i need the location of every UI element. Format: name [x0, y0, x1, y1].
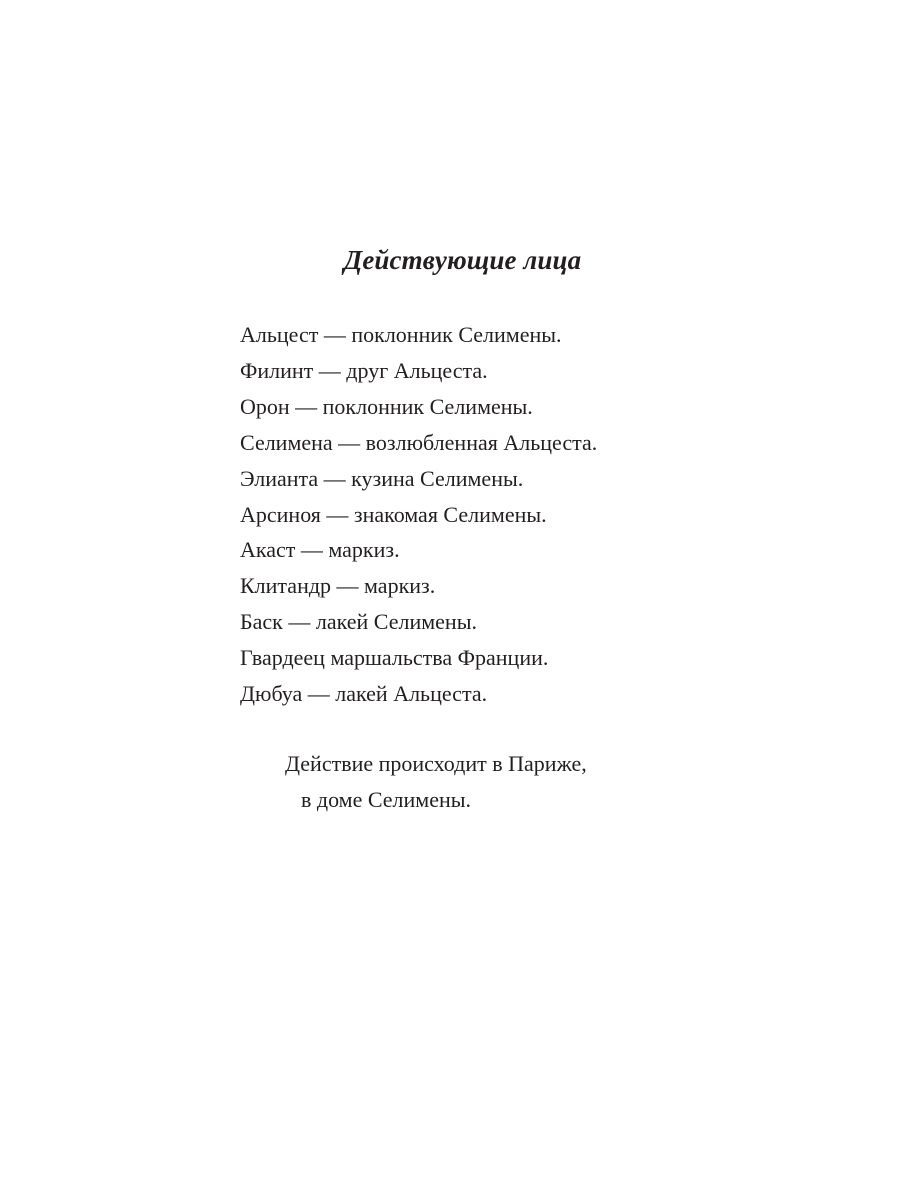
cast-item: Селимена — возлюбленная Альцеста.	[240, 429, 598, 455]
cast-item: Орон — поклонник Селимены.	[240, 393, 533, 419]
cast-item: Акаст — маркиз.	[240, 537, 400, 563]
cast-item: Дюбуа — лакей Альцеста.	[240, 681, 488, 707]
cast-item: Баск — лакей Селимены.	[240, 609, 477, 635]
cast-item: Гвардеец маршальства Франции.	[240, 645, 549, 671]
cast-list	[240, 317, 597, 712]
page-title: Действующие лица	[343, 245, 582, 275]
setting-line: Действие происходит в Париже,	[285, 751, 587, 776]
setting-note	[285, 746, 587, 817]
cast-item: Альцест — поклонник Селимены.	[240, 322, 562, 347]
cast-item: Филинт — друг Альцеста.	[240, 357, 488, 383]
cast-item: Элианта — кузина Селимены.	[240, 465, 524, 491]
setting-line: в доме Селимены.	[301, 786, 472, 812]
cast-item: Клитандр — маркиз.	[240, 573, 436, 599]
cast-item: Арсиноя — знакомая Селимены.	[240, 501, 547, 527]
